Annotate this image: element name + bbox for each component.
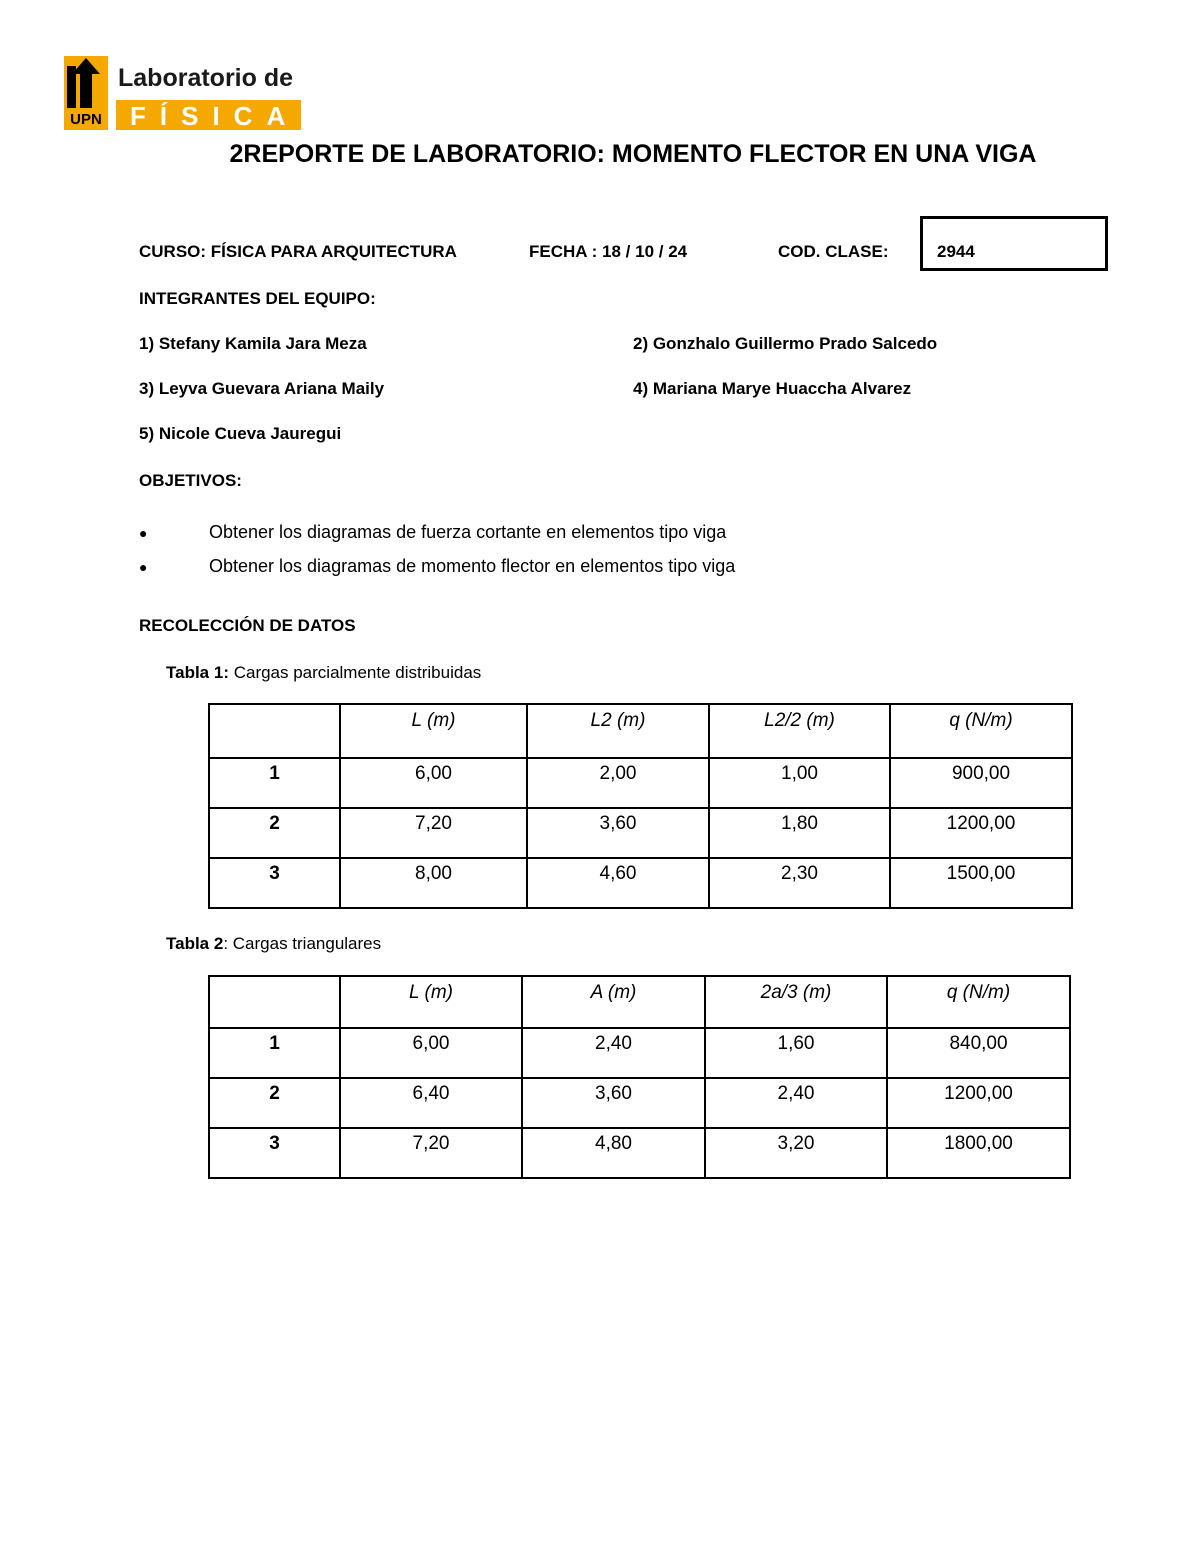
member-4: 4) Mariana Marye Huaccha Alvarez xyxy=(633,379,912,398)
table-cell: 7,20 xyxy=(340,808,527,858)
table1-caption xyxy=(166,663,481,683)
table-header-cell: L (m) xyxy=(340,704,527,758)
table-row xyxy=(209,758,1072,808)
row-label: 3 xyxy=(209,1128,340,1178)
table-cell: 1200,00 xyxy=(890,808,1072,858)
logo-title: Laboratorio de xyxy=(118,64,294,92)
table-cell: 900,00 xyxy=(890,758,1072,808)
table-cell: 6,40 xyxy=(340,1078,522,1128)
table-cell: 7,20 xyxy=(340,1128,522,1178)
upn-logo-mark xyxy=(64,56,108,130)
date-label: FECHA : 18 / 10 / 24 xyxy=(529,242,688,261)
table2-caption-text: : Cargas triangulares xyxy=(223,934,382,953)
table-header-cell: q (N/m) xyxy=(890,704,1072,758)
table-cell: 6,00 xyxy=(340,1028,522,1078)
row-label: 3 xyxy=(209,858,340,908)
table-cell: 3,60 xyxy=(522,1078,705,1128)
logo-fisica-bar xyxy=(116,100,301,130)
table-row xyxy=(209,1078,1070,1128)
table2 xyxy=(208,975,1071,1179)
table-row xyxy=(209,858,1072,908)
class-code-label: COD. CLASE: xyxy=(778,242,889,261)
table-cell: 1,60 xyxy=(705,1028,887,1078)
logo-upn-text: UPN xyxy=(70,111,102,128)
objectives-heading: OBJETIVOS: xyxy=(139,471,242,490)
page-title: 2REPORTE DE LABORATORIO: MOMENTO FLECTOR EN UNA VIGA xyxy=(229,140,1037,168)
data-heading: RECOLECCIÓN DE DATOS xyxy=(139,616,356,635)
table-cell: 4,80 xyxy=(522,1128,705,1178)
table-cell: 3,20 xyxy=(705,1128,887,1178)
logo-fisica-text: FÍSICA xyxy=(130,101,300,131)
table1 xyxy=(208,703,1073,909)
table-header-cell: 2a/3 (m) xyxy=(705,976,887,1028)
table2-caption xyxy=(166,934,381,954)
table-header-cell: q (N/m) xyxy=(887,976,1070,1028)
table-cell: 6,00 xyxy=(340,758,527,808)
row-label: 1 xyxy=(209,758,340,808)
table1-caption-label: Tabla 1: xyxy=(166,663,229,682)
class-code-box xyxy=(920,216,1108,271)
row-label: 1 xyxy=(209,1028,340,1078)
table-cell: 1,00 xyxy=(709,758,890,808)
table-header-cell: L2/2 (m) xyxy=(709,704,890,758)
table-cell: 1800,00 xyxy=(887,1128,1070,1178)
objective-2: Obtener los diagramas de momento flector en elementos tipo viga xyxy=(209,556,736,576)
table-cell: 1200,00 xyxy=(887,1078,1070,1128)
objective-1: Obtener los diagramas de fuerza cortante en elementos tipo viga xyxy=(209,522,727,542)
row-label: 2 xyxy=(209,1078,340,1128)
table2-caption-label: Tabla 2 xyxy=(166,934,224,953)
row-label: 2 xyxy=(209,808,340,858)
table-cell: 2,40 xyxy=(705,1078,887,1128)
table-cell: 840,00 xyxy=(887,1028,1070,1078)
table-header-cell: L (m) xyxy=(340,976,522,1028)
table-header-cell: A (m) xyxy=(522,976,705,1028)
table-row xyxy=(209,1128,1070,1178)
table-cell: 1,80 xyxy=(709,808,890,858)
table-header-cell: L2 (m) xyxy=(527,704,709,758)
team-heading: INTEGRANTES DEL EQUIPO: xyxy=(139,289,376,308)
table-row xyxy=(209,808,1072,858)
table-header-cell xyxy=(209,976,340,1028)
table-cell: 2,30 xyxy=(709,858,890,908)
table-header-row xyxy=(209,976,1070,1028)
table-header-cell xyxy=(209,704,340,758)
table-cell: 1500,00 xyxy=(890,858,1072,908)
table-cell: 2,00 xyxy=(527,758,709,808)
course-label: CURSO: FÍSICA PARA ARQUITECTURA xyxy=(139,242,457,261)
table-cell: 2,40 xyxy=(522,1028,705,1078)
table-cell: 8,00 xyxy=(340,858,527,908)
table1-caption-text: Cargas parcialmente distribuidas xyxy=(228,663,482,682)
class-code-value: 2944 xyxy=(937,242,975,261)
table-row xyxy=(209,1028,1070,1078)
member-3: 3) Leyva Guevara Ariana Maily xyxy=(139,379,385,398)
member-1: 1) Stefany Kamila Jara Meza xyxy=(139,334,367,353)
table-cell: 3,60 xyxy=(527,808,709,858)
member-5: 5) Nicole Cueva Jauregui xyxy=(139,424,342,443)
bullet-icon: ● xyxy=(139,559,148,575)
bullet-icon: ● xyxy=(139,525,148,541)
table-cell: 4,60 xyxy=(527,858,709,908)
member-2: 2) Gonzhalo Guillermo Prado Salcedo xyxy=(633,334,938,353)
table-header-row xyxy=(209,704,1072,758)
